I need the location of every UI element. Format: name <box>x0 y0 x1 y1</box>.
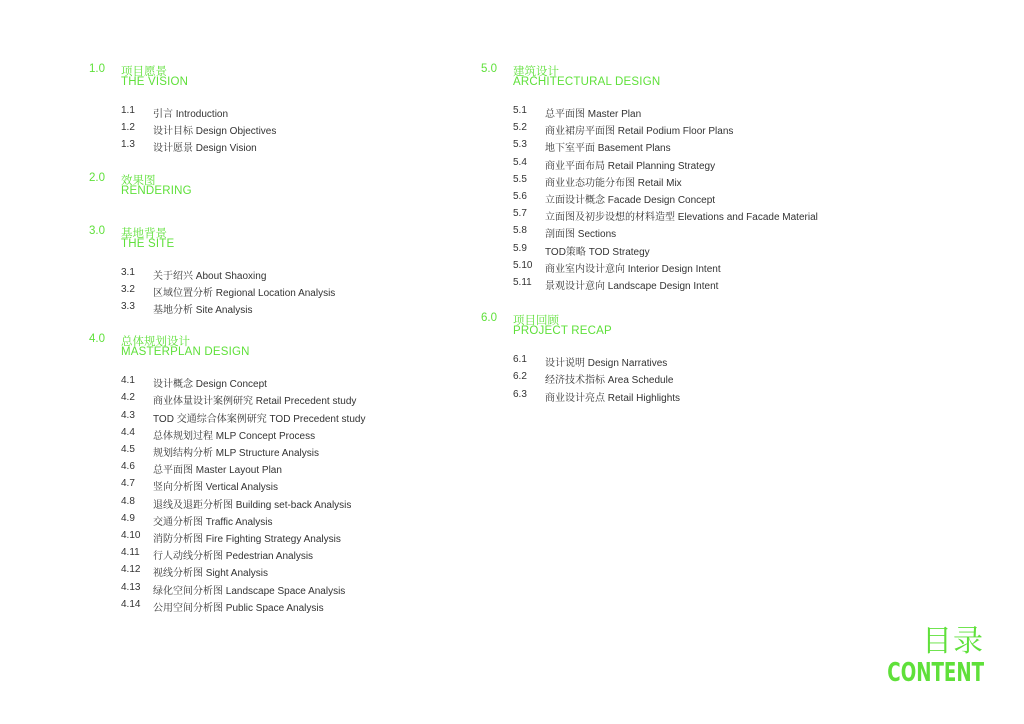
item-number: 6.2 <box>513 371 527 383</box>
item-label: 公用空间分析图 Public Space Analysis <box>153 602 324 614</box>
section-number: 4.0 <box>89 333 105 346</box>
item-number: 5.2 <box>513 122 527 134</box>
item-number: 6.3 <box>513 388 527 400</box>
item-number: 3.2 <box>121 283 135 295</box>
item-number: 5.11 <box>513 277 532 288</box>
item-number: 5.4 <box>513 156 527 168</box>
section-title-en: THE VISION <box>121 76 189 88</box>
item-label: 商业平面布局 Retail Planning Strategy <box>545 160 716 172</box>
item-number: 1.2 <box>121 122 135 134</box>
item-number: 4.1 <box>121 375 135 387</box>
item-number: 4.14 <box>121 598 141 610</box>
item-label: 设计目标 Design Objectives <box>153 126 277 138</box>
section-title-en: MASTERPLAN DESIGN <box>121 346 250 359</box>
item-label: 区域位置分析 Regional Location Analysis <box>153 287 336 299</box>
section-title-en: THE SITE <box>121 237 175 250</box>
item-label: 设计说明 Design Narratives <box>545 358 668 370</box>
item-number: 4.10 <box>121 529 141 541</box>
item-number: 4.4 <box>121 426 135 438</box>
section-title-cn: 基地背景 <box>121 227 167 240</box>
item-number: 4.9 <box>121 512 135 524</box>
item-label: 商业业态功能分布图 Retail Mix <box>545 177 682 189</box>
section-number: 1.0 <box>89 63 105 75</box>
item-number: 4.3 <box>121 409 135 421</box>
item-label: 规划结构分析 MLP Structure Analysis <box>153 447 319 459</box>
item-label: TOD 交通综合体案例研究 TOD Precedent study <box>153 413 366 425</box>
item-number: 5.8 <box>513 225 527 237</box>
section-title-cn: 建筑设计 <box>513 66 559 78</box>
item-label: 交通分析图 Traffic Analysis <box>153 516 273 528</box>
item-number: 5.3 <box>513 139 527 151</box>
item-number: 3.3 <box>121 300 135 312</box>
content-title-en: CONTENT <box>887 658 984 688</box>
item-number: 4.2 <box>121 392 135 404</box>
item-label: 设计概念 Design Concept <box>153 379 267 391</box>
item-number: 4.6 <box>121 461 135 473</box>
item-label: 消防分析图 Fire Fighting Strategy Analysis <box>153 533 341 545</box>
section-title-cn: 总体规划设计 <box>121 336 190 349</box>
item-label: 引言 Introduction <box>153 109 229 120</box>
section-title-en: PROJECT RECAP <box>513 325 612 338</box>
item-label: 基地分析 Site Analysis <box>153 304 253 316</box>
content-title-cn: 目录 <box>922 624 984 659</box>
item-label: 立面设计概念 Facade Design Concept <box>545 195 716 206</box>
item-label: 剖面图 Sections <box>545 229 617 241</box>
item-number: 4.8 <box>121 495 135 507</box>
item-number: 4.11 <box>121 547 140 559</box>
section-title-en: RENDERING <box>121 184 192 197</box>
item-label: 立面图及初步设想的材料造型 Elevations and Facade Material <box>545 212 818 224</box>
item-number: 6.1 <box>513 354 527 366</box>
section-number: 3.0 <box>89 224 105 237</box>
item-number: 4.12 <box>121 564 141 576</box>
item-label: 总体规划过程 MLP Concept Process <box>153 430 316 442</box>
item-label: 设计愿景 Design Vision <box>153 143 257 155</box>
item-number: 4.7 <box>121 478 135 490</box>
item-label: 绿化空间分析图 Landscape Space Analysis <box>153 585 346 597</box>
item-label: TOD策略 TOD Strategy <box>545 246 650 258</box>
item-label: 地下室平面 Basement Plans <box>545 143 671 155</box>
item-label: 总平面图 Master Plan <box>545 109 642 120</box>
section-title-cn: 效果图 <box>121 174 156 187</box>
item-number: 5.10 <box>513 259 533 271</box>
item-label: 商业室内设计意向 Interior Design Intent <box>545 263 721 275</box>
section-number: 5.0 <box>481 63 497 75</box>
item-number: 5.5 <box>513 173 527 185</box>
item-number: 5.7 <box>513 208 527 220</box>
item-label: 竖向分析图 Vertical Analysis <box>153 482 279 494</box>
item-label: 视线分析图 Sight Analysis <box>153 568 269 580</box>
section-title-cn: 项目愿景 <box>121 66 167 78</box>
item-number: 1.3 <box>121 139 135 151</box>
section-title-en: ARCHITECTURAL DESIGN <box>513 76 661 88</box>
item-label: 退线及退距分析图 Building set-back Analysis <box>153 499 352 511</box>
item-label: 商业设计亮点 Retail Highlights <box>545 392 681 404</box>
item-number: 1.1 <box>121 105 135 116</box>
item-number: 5.9 <box>513 242 527 254</box>
section-title-cn: 项目回顾 <box>513 315 559 328</box>
item-number: 4.13 <box>121 581 141 593</box>
section-number: 6.0 <box>481 312 497 325</box>
section-number: 2.0 <box>89 171 105 184</box>
item-number: 4.5 <box>121 443 135 455</box>
item-label: 商业体量设计案例研究 Retail Precedent study <box>153 396 357 408</box>
item-label: 经济技术指标 Area Schedule <box>545 375 674 387</box>
item-label: 行人动线分析图 Pedestrian Analysis <box>153 551 314 563</box>
item-label: 景观设计意向 Landscape Design Intent <box>545 281 719 292</box>
item-number: 5.1 <box>513 105 527 116</box>
item-label: 总平面图 Master Layout Plan <box>153 465 282 477</box>
item-label: 关于绍兴 About Shaoxing <box>153 270 267 282</box>
item-number: 3.1 <box>121 266 135 278</box>
item-label: 商业裙房平面图 Retail Podium Floor Plans <box>545 126 734 138</box>
item-number: 5.6 <box>513 191 527 202</box>
